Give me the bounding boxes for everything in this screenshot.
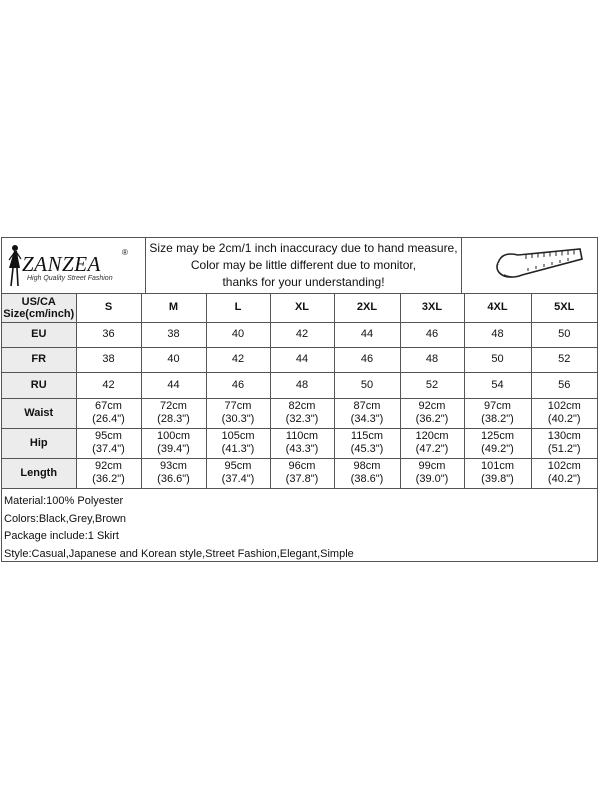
measuring-tape-icon (492, 241, 584, 287)
table-cell (206, 458, 270, 488)
table-cell (141, 398, 206, 428)
cm-value: 67cm (95, 400, 122, 412)
inch-value: (34.3") (350, 413, 384, 425)
detail-style: Style:Casual,Japanese and Korean style,Street Fashion,Elegant,Simple (4, 547, 354, 560)
table-cell (464, 428, 531, 458)
woman-silhouette-icon (6, 244, 22, 288)
size-cell: L (206, 294, 270, 322)
cm-value: 95cm (224, 460, 252, 472)
size-cell: 2XL (334, 294, 400, 322)
cm-value: 92cm (95, 460, 122, 472)
table-row-sizes (2, 294, 597, 322)
inch-value: (38.6") (350, 473, 384, 485)
cm-value: 98cm (353, 460, 381, 472)
brand-logo (2, 238, 146, 293)
notice-line: Color may be little different due to monitor, (190, 258, 417, 272)
inch-value: (45.3") (350, 443, 384, 455)
inch-value: (37.8") (285, 473, 319, 485)
cm-value: 125cm (480, 430, 515, 442)
table-row-eu (2, 322, 597, 347)
cm-value: 82cm (288, 400, 316, 412)
size-table (2, 294, 597, 489)
table-cell: 50 (464, 347, 531, 372)
row-label: RU (2, 372, 76, 398)
table-cell: 46 (400, 322, 464, 347)
inch-value: (30.3") (221, 413, 255, 425)
row-label: FR (2, 347, 76, 372)
table-cell: 44 (334, 322, 400, 347)
cm-value: 115cm (350, 430, 384, 442)
table-cell (206, 398, 270, 428)
cm-value: 110cm (285, 430, 319, 442)
table-cell (270, 458, 334, 488)
inch-value: (26.4") (92, 413, 125, 425)
inch-value: (39.0") (415, 473, 449, 485)
inch-value: (36.2") (415, 413, 449, 425)
table-cell (76, 398, 141, 428)
table-cell: 48 (464, 322, 531, 347)
size-cell: 4XL (464, 294, 531, 322)
cm-value: 120cm (415, 430, 449, 442)
table-row-ru (2, 372, 597, 398)
table-cell (141, 428, 206, 458)
table-cell: 48 (400, 347, 464, 372)
table-cell: 42 (206, 347, 270, 372)
table-cell: 40 (141, 347, 206, 372)
inch-value: (38.2") (481, 413, 514, 425)
table-row-waist (2, 398, 597, 428)
inch-value: (43.3") (285, 443, 319, 455)
table-cell: 42 (76, 372, 141, 398)
size-cell: S (76, 294, 141, 322)
table-cell: 36 (76, 322, 141, 347)
registered-mark: ® (122, 248, 128, 257)
table-cell: 46 (334, 347, 400, 372)
size-cell: M (141, 294, 206, 322)
table-cell (531, 398, 597, 428)
cm-value: 99cm (418, 460, 446, 472)
table-cell: 38 (76, 347, 141, 372)
table-row-fr (2, 347, 597, 372)
inch-value: (28.3") (157, 413, 190, 425)
cm-value: 130cm (547, 430, 581, 442)
header-label-line: US/CA (21, 295, 56, 308)
table-cell (206, 428, 270, 458)
header-row (2, 238, 597, 294)
brand-name: ZANZEA (22, 252, 101, 276)
table-cell: 50 (334, 372, 400, 398)
cm-value: 92cm (418, 400, 446, 412)
product-details (2, 488, 597, 563)
cm-value: 77cm (224, 400, 252, 412)
inch-value: (37.4") (221, 473, 255, 485)
cm-value: 101cm (480, 460, 515, 472)
detail-colors: Colors:Black,Grey,Brown (4, 512, 127, 525)
row-label: Hip (2, 428, 76, 458)
inch-value: (49.2") (481, 443, 514, 455)
table-cell: 40 (206, 322, 270, 347)
cm-value: 72cm (160, 400, 187, 412)
row-label: Waist (2, 398, 76, 428)
row-label: EU (2, 322, 76, 347)
table-cell (531, 458, 597, 488)
table-cell: 46 (206, 372, 270, 398)
header-label-cell (2, 294, 76, 322)
detail-package: Package include:1 Skirt (4, 530, 119, 542)
cm-value: 87cm (353, 400, 381, 412)
cm-value: 95cm (95, 430, 122, 442)
cm-value: 93cm (160, 460, 187, 472)
inch-value: (39.8") (481, 473, 514, 485)
cm-value: 97cm (484, 400, 511, 412)
inch-value: (40.2") (547, 413, 581, 425)
row-label: Length (2, 458, 76, 488)
inch-value: (41.3") (221, 443, 255, 455)
table-cell: 50 (531, 322, 597, 347)
table-cell (531, 428, 597, 458)
inch-value: (32.3") (285, 413, 319, 425)
table-cell: 42 (270, 322, 334, 347)
table-cell (76, 428, 141, 458)
table-row-hip (2, 428, 597, 458)
table-cell: 52 (531, 347, 597, 372)
inch-value: (37.4") (92, 443, 125, 455)
size-cell: 5XL (531, 294, 597, 322)
cm-value: 96cm (288, 460, 316, 472)
table-cell (400, 428, 464, 458)
table-cell: 52 (400, 372, 464, 398)
table-cell: 54 (464, 372, 531, 398)
table-cell (334, 428, 400, 458)
table-cell (270, 398, 334, 428)
table-cell (334, 458, 400, 488)
inch-value: (39.4") (157, 443, 190, 455)
table-cell (464, 458, 531, 488)
table-cell: 38 (141, 322, 206, 347)
size-cell: 3XL (400, 294, 464, 322)
table-cell: 44 (270, 347, 334, 372)
table-cell (464, 398, 531, 428)
table-cell (141, 458, 206, 488)
table-cell (334, 398, 400, 428)
measurement-notice (146, 238, 462, 293)
inch-value: (36.6") (157, 473, 190, 485)
table-cell (400, 398, 464, 428)
notice-line: thanks for your understanding! (222, 275, 385, 289)
notice-line: Size may be 2cm/1 inch inaccuracy due to hand measure, (149, 241, 458, 255)
brand-tagline: High Quality Street Fashion (27, 275, 113, 282)
size-cell: XL (270, 294, 334, 322)
inch-value: (47.2") (415, 443, 449, 455)
cm-value: 105cm (221, 430, 255, 442)
table-cell: 56 (531, 372, 597, 398)
detail-material: Material:100% Polyester (4, 495, 124, 507)
cm-value: 102cm (547, 400, 581, 412)
cm-value: 102cm (547, 460, 581, 472)
size-chart-sheet (1, 237, 598, 562)
table-cell (400, 458, 464, 488)
inch-value: (40.2") (547, 473, 581, 485)
table-cell (76, 458, 141, 488)
inch-value: (51.2") (547, 443, 581, 455)
table-cell: 44 (141, 372, 206, 398)
cm-value: 100cm (156, 430, 191, 442)
table-cell (270, 428, 334, 458)
inch-value: (36.2") (92, 473, 125, 485)
tape-cell (462, 238, 597, 293)
table-row-length (2, 458, 597, 488)
table-cell: 48 (270, 372, 334, 398)
header-label-line: Size(cm/inch) (3, 307, 75, 320)
